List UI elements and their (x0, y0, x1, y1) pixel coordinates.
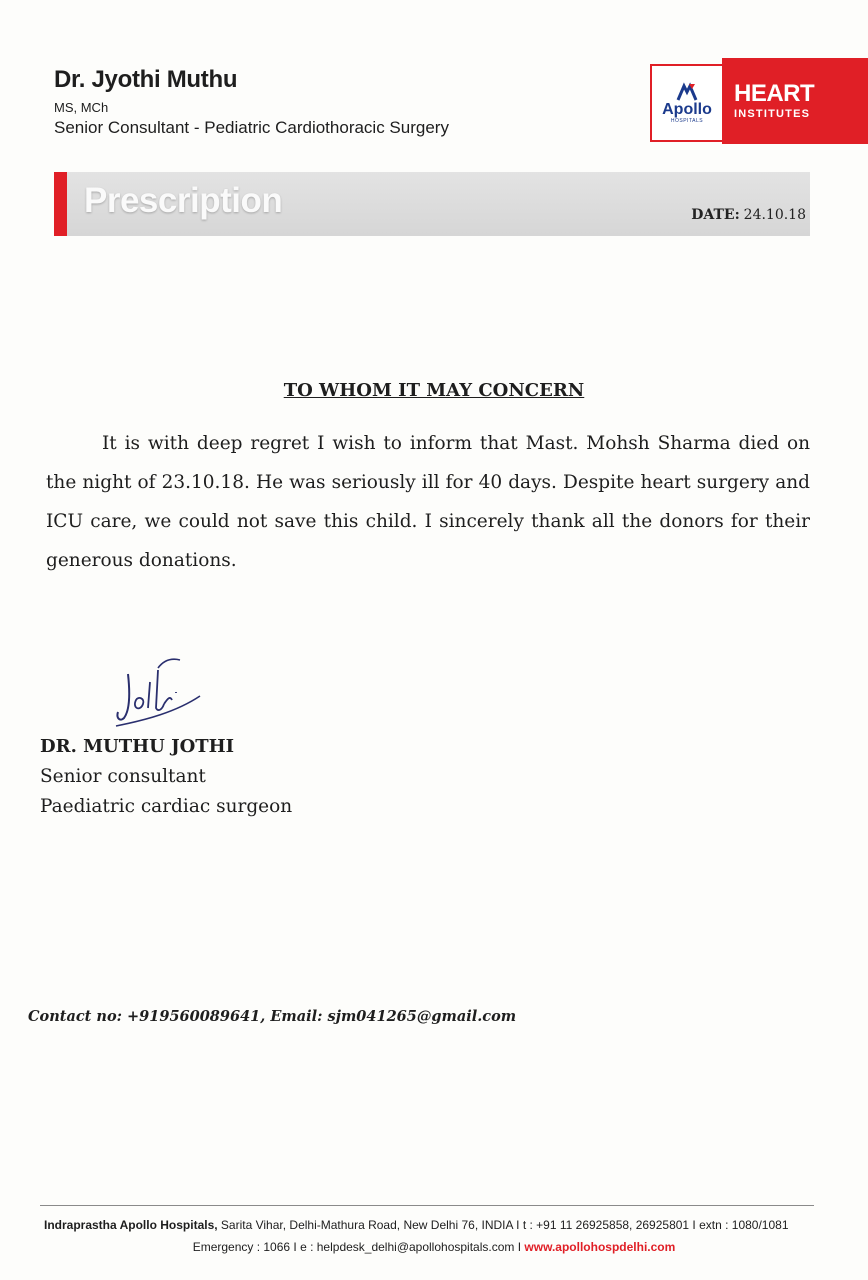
apollo-heart-logo (650, 58, 868, 144)
apollo-wordmark: Apollo (662, 101, 712, 118)
signatory-specialty: Paediatric cardiac surgeon (40, 796, 293, 817)
apollo-mark-icon (674, 82, 700, 102)
date-label: DATE: (691, 207, 740, 223)
date-value: 24.10.18 (743, 207, 806, 223)
footer-contact-line (0, 1240, 868, 1254)
letter-body: It is with deep regret I wish to inform that Mast. Mohsh Sharma died on the night of 23.10.18. He was seriously ill for 40 days. Despite heart surgery and ICU care, we could not save this child. I sincerely thank all the donors for their generous donations. (46, 433, 810, 571)
doctor-header (54, 66, 449, 138)
doctor-name: Dr. Jyothi Muthu (54, 66, 238, 93)
handwritten-signature (106, 652, 206, 730)
apollo-logo-panel (650, 64, 722, 142)
footer-address-line (44, 1218, 824, 1232)
prescription-date (691, 206, 806, 223)
footer-hospital-name: Indraprastha Apollo Hospitals, (44, 1218, 218, 1232)
signatory-name: DR. MUTHU JOTHI (40, 736, 235, 757)
prescription-banner (54, 172, 810, 236)
doctor-degree: MS, MCh (54, 100, 109, 115)
footer-emergency: Emergency : 1066 I e : helpdesk_delhi@apollohospitals.com I (192, 1240, 525, 1254)
banner-accent-bar (54, 172, 67, 236)
footer-address: Sarita Vihar, Delhi-Mathura Road, New Delhi 76, INDIA I t : +91 11 26925858, 26925801 I extn : 1080/1081 (217, 1218, 789, 1232)
heart-wordmark: HEART (734, 80, 815, 107)
letter-subject: TO WHOM IT MAY CONCERN (283, 380, 585, 401)
footer-divider (40, 1205, 814, 1206)
signatory-designation: Senior consultant (40, 766, 206, 787)
heart-institutes-panel (722, 58, 868, 144)
doctor-title: Senior Consultant - Pediatric Cardiothoracic Surgery (54, 118, 449, 137)
institutes-wordmark: INSTITUTES (734, 108, 811, 120)
banner-title: Prescription (84, 181, 283, 220)
contact-line: Contact no: +919560089641, Email: sjm041265@gmail.com (28, 1008, 517, 1025)
footer-website-link[interactable]: www.apollohospdelhi.com (524, 1240, 676, 1254)
hospitals-wordmark: HOSPITALS (670, 118, 704, 124)
